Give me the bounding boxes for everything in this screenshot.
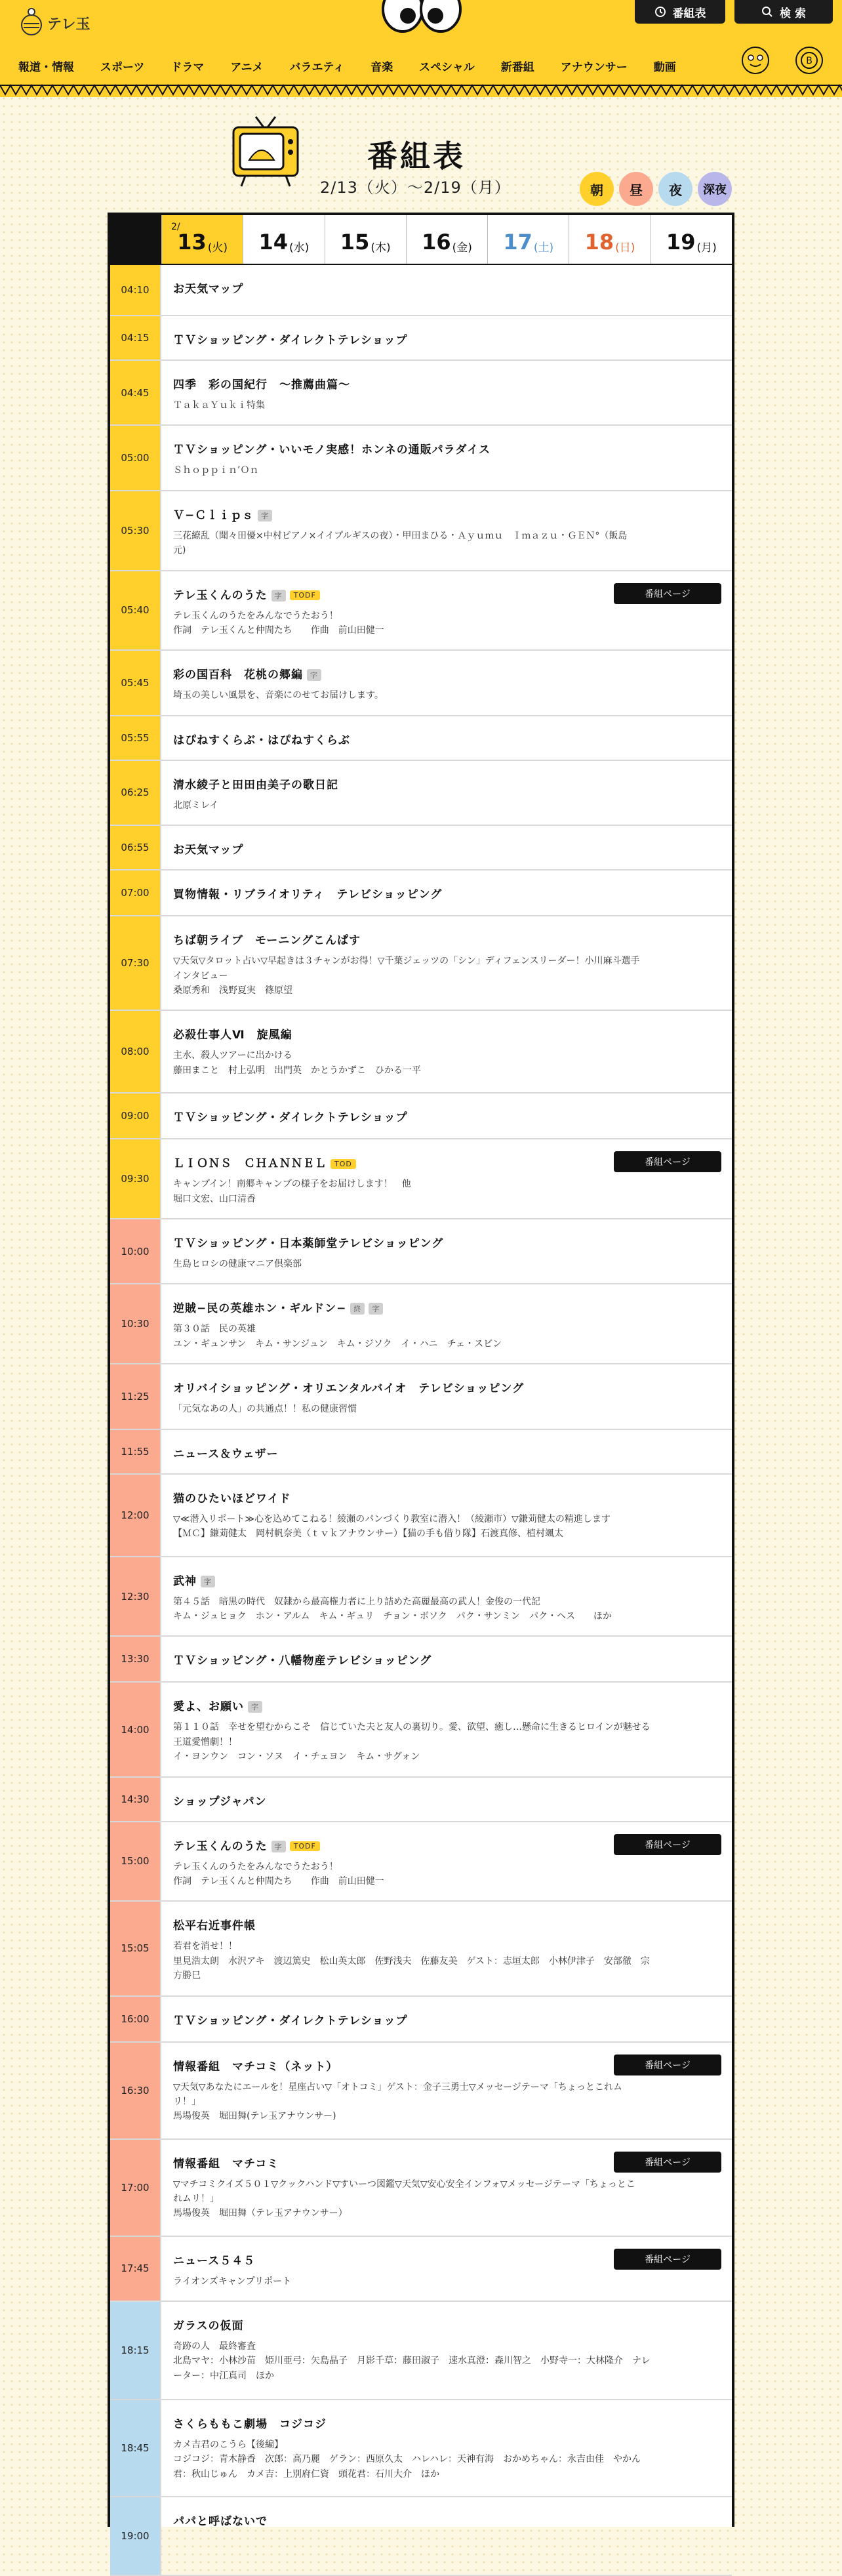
program-time: 14:30 (110, 1778, 161, 1821)
program-detail: 藤田まこと 村上弘明 出門英 かとうかずこ ひかる一平 (173, 1065, 421, 1076)
program-row[interactable] (110, 1902, 732, 1996)
program-title: お天気マップ (173, 844, 244, 857)
program-title-line (173, 506, 720, 522)
program-info (161, 1139, 732, 1218)
day-number: 15 (340, 230, 370, 255)
program-title: ショップジャパン (173, 1795, 267, 1809)
program-title: 四季 彩の国紀行 〜推薦曲篇〜 (173, 378, 350, 392)
program-info (161, 916, 732, 1010)
program-detail: コジコジ：青木静香 次郎：高乃麗 ゲラン：西原久太 ハレハレ：天神有海 おかめちゃん：永吉由佳 やかん (173, 2454, 641, 2465)
filter-late-night[interactable] (698, 172, 732, 206)
program-info (161, 265, 732, 315)
program-title-line (173, 1651, 720, 1667)
program-title: 買物情報・リブライオリティ テレビショッピング (173, 888, 443, 902)
program-detail: 作詞 テレ玉くんと仲間たち 作曲 前山田健一 (173, 1875, 384, 1887)
program-time: 11:55 (110, 1430, 161, 1473)
program-detail: 第３０話 民の英雄 (173, 1324, 256, 1335)
program-title-line (173, 2415, 720, 2431)
program-time: 04:45 (110, 361, 161, 424)
caption-badge: 終 (350, 1303, 365, 1315)
program-title-line (173, 1792, 720, 1809)
clock-icon (654, 6, 666, 18)
program-title-line (173, 1572, 720, 1588)
program-title: はぴねすくらぶ・はぴねすくらぶ (173, 733, 350, 747)
program-title-line (173, 2512, 720, 2528)
program-row[interactable] (110, 1778, 732, 1822)
program-detail: 奇跡の人 最終審査 (173, 2341, 256, 2352)
nav-special[interactable]: スペシャル (419, 60, 475, 74)
day-number: 18 (584, 230, 614, 255)
program-title-line (173, 1444, 720, 1461)
program-detail: キャンプイン！南郷キャンプの様子をお届けします！ 他 (173, 1179, 411, 1190)
schedule-button[interactable] (635, 0, 725, 24)
program-page-button[interactable]: 番組ページ (614, 2152, 721, 2173)
svg-text:B: B (806, 56, 812, 66)
day-number: 13 (177, 230, 207, 255)
program-info (161, 1683, 732, 1776)
teletama-kun-badge-2-icon[interactable] (793, 43, 825, 75)
program-title: ニュース＆ウェザー (173, 1447, 279, 1461)
program-info (161, 426, 732, 489)
program-title-line (173, 775, 720, 792)
day-of-week: (火) (207, 241, 228, 255)
day-of-week: (水) (289, 241, 310, 255)
program-time: 09:00 (110, 1094, 161, 1138)
program-row[interactable] (110, 761, 732, 826)
program-info (161, 651, 732, 714)
program-row[interactable] (110, 2140, 732, 2237)
program-row[interactable] (110, 651, 732, 716)
search-button[interactable] (734, 0, 833, 24)
program-detail: 主水、殺人ツアーに出かける (173, 1050, 292, 1061)
filter-night[interactable] (658, 172, 692, 206)
header-zigzag-edge (0, 85, 842, 100)
program-row[interactable] (110, 1011, 732, 1094)
tele-tama-logo-icon (18, 5, 45, 37)
program-title: 清水綾子と田田由美子の歌日記 (173, 778, 338, 792)
filter-night-label: 夜 (669, 182, 682, 198)
program-row[interactable] (110, 1475, 732, 1557)
nav-sports[interactable]: スポーツ (100, 60, 145, 74)
program-detail: ▽天気▽あなたにエールを！星座占い▽「オトコミ」ゲスト：金子三勇士▽メッセージテーマ「ちょっとこれム (173, 2081, 622, 2093)
page-title: 番組表 (367, 138, 466, 174)
search-button-label: 検 索 (780, 7, 806, 20)
program-time: 16:00 (110, 1997, 161, 2041)
program-info (161, 826, 732, 869)
program-detail: Ｓｈｏｐｐｉｎ’Ｏｎ (173, 465, 259, 476)
program-info (161, 1822, 732, 1901)
program-row[interactable] (110, 316, 732, 361)
program-detail: イ・ヨンウン コン・ソヌ イ・チェヨン キム・サグォン (173, 1751, 420, 1763)
program-time: 10:00 (110, 1219, 161, 1283)
day-of-week: (金) (452, 241, 472, 255)
program-row[interactable] (110, 870, 732, 916)
program-row[interactable] (110, 1094, 732, 1139)
program-detail: 「元気なあの人」の共通点！！私の健康習慣 (173, 1404, 357, 1415)
program-detail: 三花繚乱（聞々田優×中村ピアノ×イイプルギスの夜）・甲田まひる・Ａｙｕｍｕ Ｉｍａｚｕ・ＧＥＮ°（飯島 (173, 530, 628, 541)
nav-video[interactable]: 動画 (653, 60, 676, 74)
program-time: 12:30 (110, 1557, 161, 1636)
filter-late-night-label: 深夜 (703, 183, 727, 197)
program-detail: 北原ミレイ (173, 800, 219, 811)
program-page-button[interactable]: 番組ページ (614, 2055, 721, 2075)
program-title: 情報番組 マチコミ（ネット） (173, 2060, 338, 2074)
program-detail: ライオンズキャンプリポート (173, 2276, 292, 2287)
program-title-line (173, 1025, 720, 1042)
caption-badge: 字 (201, 1576, 215, 1587)
program-detail: 君：秋山じゅん カメ吉：上別府仁資 頭花君：石川大介 ほか (173, 2468, 439, 2480)
program-time: 05:00 (110, 426, 161, 489)
program-info (161, 1997, 732, 2041)
program-page-button[interactable]: 番組ページ (614, 2249, 721, 2270)
program-title-line (173, 731, 720, 747)
program-time: 13:30 (110, 1637, 161, 1681)
program-detail: 馬場俊英 堀田舞（テレ玉アナウンサー） (173, 2208, 348, 2219)
caption-badge: 字 (271, 590, 286, 602)
filter-daytime-label: 昼 (630, 182, 643, 198)
program-title-line (173, 1379, 720, 1395)
teletama-kun-badge-icon[interactable] (740, 43, 771, 75)
program-info (161, 1094, 732, 1138)
day-tab-15[interactable] (325, 215, 406, 264)
program-detail: ユン・ギュンサン キム・サンジュン キム・ジソク イ・ハニ チェ・スビン (173, 1338, 502, 1349)
program-title-line (173, 665, 720, 682)
day-tabs (110, 215, 732, 265)
schedule-button-label: 番組表 (672, 7, 706, 20)
program-title: ガラスの仮面 (173, 2319, 244, 2333)
program-row[interactable] (110, 1284, 732, 1364)
day-tabs-corner (110, 215, 161, 264)
nav-news[interactable]: 報道・情報 (18, 60, 74, 74)
program-info (161, 316, 732, 359)
program-title: オリバイショッピング・オリエンタルバイオ テレビショッピング (173, 1382, 525, 1396)
day-of-week: (木) (371, 241, 391, 255)
program-title: ＴＶショッピング・八幡物産テレビショッピング (173, 1654, 432, 1668)
program-info (161, 2043, 732, 2138)
tv-icon (230, 113, 302, 190)
program-detail: テレ玉くんのうたをみんなでうたおう！ (173, 1861, 338, 1872)
filter-morning[interactable] (580, 172, 614, 206)
caption-badge: 字 (307, 669, 321, 681)
program-title-line (173, 1916, 720, 1932)
day-number: 17 (503, 230, 532, 255)
program-detail: れムリ！」 (173, 2193, 219, 2204)
program-detail: 第４５話 暗黒の時代 奴隷から最高権力者に上り詰めた高麗最高の武人！金俊の一代記 (173, 1596, 540, 1607)
program-info (161, 1284, 732, 1363)
program-title: Ｖ−Ｃｌｉｐｓ (173, 508, 254, 522)
program-row[interactable] (110, 1557, 732, 1637)
mascot-eyes-icon (372, 0, 471, 37)
program-row[interactable] (110, 826, 732, 870)
program-row[interactable] (110, 2497, 732, 2576)
program-info (161, 571, 732, 650)
program-title: 松平右近事件帳 (173, 1919, 256, 1933)
program-detail: 馬場俊英 堀田舞(テレ玉アナウンサー) (173, 2111, 336, 2122)
program-info (161, 1219, 732, 1283)
program-row[interactable] (110, 426, 732, 491)
program-row[interactable] (110, 916, 732, 1011)
program-time: 05:55 (110, 716, 161, 760)
tod-badge: TODF (290, 590, 320, 600)
program-info (161, 361, 732, 424)
program-time: 04:10 (110, 265, 161, 315)
program-detail: テレ玉くんのうたをみんなでうたおう！ (173, 610, 338, 621)
schedule-table (108, 213, 734, 2542)
program-page-button[interactable]: 番組ページ (614, 583, 721, 604)
program-page-button[interactable]: 番組ページ (614, 1151, 721, 1172)
program-detail: 方勝巳 (173, 1971, 201, 1982)
program-time: 18:15 (110, 2302, 161, 2399)
program-time: 05:40 (110, 571, 161, 650)
program-info (161, 2237, 732, 2300)
program-info (161, 870, 732, 915)
day-number: 16 (422, 230, 451, 255)
date-range: 2/13（火）〜2/19（月） (320, 178, 511, 197)
program-title-line (173, 1489, 720, 1505)
caption-badge: 字 (258, 510, 272, 521)
program-row[interactable] (110, 265, 732, 316)
program-detail: 作詞 テレ玉くんと仲間たち 作曲 前山田健一 (173, 624, 384, 636)
day-tab-17[interactable] (487, 215, 569, 264)
program-detail: ▽≪潜入リポート≫心を込めてこねる！綾瀬のパンづくり教室に潜入！（綾瀬市）▽鎌苅健太の精進します (173, 1513, 611, 1524)
filter-morning-label: 朝 (590, 182, 603, 198)
program-row[interactable] (110, 571, 732, 651)
site-header (0, 0, 842, 97)
program-title: お天気マップ (173, 283, 244, 296)
program-title: パパと呼ばないで (173, 2514, 268, 2528)
program-info (161, 716, 732, 760)
program-detail: 北島マヤ：小林沙苗 姫川亜弓：矢島晶子 月影千草：藤田淑子 速水真澄：森川智之 小野寺一：大林隆介 ナレ (173, 2356, 651, 2367)
program-time: 06:25 (110, 761, 161, 825)
program-title: テレ玉くんのうた (173, 1839, 268, 1853)
program-detail: ▽天気▽タロット占い▽早起きは３チャンがお得！▽千葉ジェッツの「シン」ディフェンスリーダー！小川麻斗選手 (173, 956, 640, 967)
program-detail: リ！」 (173, 2096, 201, 2107)
program-title: ＴＶショッピング・ダイレクトテレショップ (173, 2014, 408, 2028)
day-number: 14 (258, 230, 289, 255)
tod-badge: TOD (331, 1159, 356, 1169)
day-month: 2/ (171, 222, 180, 232)
program-time: 10:30 (110, 1284, 161, 1363)
main-nav (18, 56, 702, 75)
nav-announcer[interactable]: アナウンサー (560, 60, 628, 74)
program-title: 猫のひたいほどワイド (173, 1492, 291, 1505)
program-title-line (173, 931, 720, 947)
site-logo[interactable] (18, 5, 97, 38)
program-time: 19:00 (110, 2497, 161, 2575)
program-title: ＴＶショッピング・日本薬師堂テレビショッピング (173, 1237, 444, 1251)
program-info (161, 1364, 732, 1428)
program-row[interactable] (110, 1219, 732, 1284)
program-row[interactable] (110, 1637, 732, 1683)
program-title-line (173, 279, 720, 296)
program-title-line (173, 375, 720, 392)
program-time: 04:15 (110, 316, 161, 359)
program-title: ニュース５４５ (173, 2254, 256, 2268)
program-detail: 第１１０話 幸せを望むからこそ 信じていた夫と友人の裏切り。愛、欲望、癒し…懸命に生きるヒロインが魅せる (173, 1722, 651, 1733)
program-detail: 若君を消せ！！ (173, 1941, 237, 1952)
program-detail: 元) (173, 545, 186, 556)
program-title: 彩の国百科 花桃の郷編 (173, 668, 303, 682)
program-time: 16:30 (110, 2043, 161, 2138)
program-info (161, 1902, 732, 1995)
search-icon (761, 6, 773, 18)
filter-daytime[interactable] (619, 172, 653, 206)
program-row[interactable] (110, 2237, 732, 2302)
day-tab-19[interactable] (651, 215, 732, 264)
program-info (161, 1637, 732, 1681)
program-detail: インタビュー (173, 970, 228, 981)
program-row[interactable] (110, 1997, 732, 2043)
program-title-line (173, 2011, 720, 2028)
logo-text: テレ玉 (47, 16, 90, 33)
program-time: 06:55 (110, 826, 161, 869)
program-info (161, 1778, 732, 1821)
program-info (161, 2140, 732, 2236)
program-info (161, 2497, 732, 2575)
program-time: 07:30 (110, 916, 161, 1010)
program-detail: カメ吉君のこうら【後編】 (173, 2439, 283, 2450)
program-time: 09:30 (110, 1139, 161, 1218)
program-time: 15:00 (110, 1822, 161, 1901)
program-time: 14:00 (110, 1683, 161, 1776)
day-number: 19 (666, 230, 696, 255)
program-detail: 王道愛憎劇！！ (173, 1736, 237, 1748)
program-row[interactable] (110, 1364, 732, 1429)
program-time: 15:05 (110, 1902, 161, 1995)
program-row[interactable] (110, 491, 732, 571)
program-time: 05:45 (110, 651, 161, 714)
program-detail: 桑原秀和 浅野夏実 篠原望 (173, 985, 292, 996)
caption-badge: 字 (248, 1701, 262, 1713)
day-of-week: (日) (615, 241, 635, 255)
program-info (161, 1430, 732, 1473)
nav-new-programs[interactable]: 新番組 (500, 60, 534, 74)
program-info (161, 2400, 732, 2496)
program-time: 17:00 (110, 2140, 161, 2236)
program-row[interactable] (110, 1822, 732, 1902)
program-title-line (173, 1108, 720, 1124)
program-detail: 【ＭＣ】鎌苅健太 岡村帆奈美（ｔｖｋアナウンサー）【猫の手も借り隊】石渡真修、植村颯太 (173, 1528, 563, 1540)
program-row[interactable] (110, 2400, 732, 2497)
program-detail: 生島ヒロシの健康マニア倶楽部 (173, 1259, 302, 1270)
nav-drama[interactable]: ドラマ (170, 60, 205, 74)
program-detail: 埼玉の美しい風景を、音楽にのせてお届けします。 (173, 690, 384, 701)
program-info (161, 1557, 732, 1636)
program-title: ＴＶショッピング・いいモノ実感！ホンネの通販パラダイス (173, 443, 491, 457)
program-info (161, 761, 732, 825)
program-title-line (173, 1299, 720, 1315)
nav-music[interactable]: 音楽 (371, 60, 393, 74)
program-detail: ▽マチコミクイズ５０１▽クックハンド▽すいーつ図鑑▽天気▽安心安全インフォ▽メッセージテーマ「ちょっとこ (173, 2178, 635, 2190)
program-title: ＴＶショッピング・ダイレクトテレショップ (173, 1111, 408, 1125)
day-of-week: (月) (696, 241, 717, 255)
program-time: 18:45 (110, 2400, 161, 2496)
program-title-line (173, 885, 720, 901)
program-title-line (173, 2316, 720, 2333)
program-title-line (173, 440, 720, 457)
program-title: 武神 (173, 1574, 197, 1588)
nav-variety[interactable]: バラエティ (289, 60, 345, 74)
caption-badge: 字 (271, 1841, 286, 1852)
program-row[interactable] (110, 1430, 732, 1475)
program-row[interactable] (110, 716, 732, 761)
program-row[interactable] (110, 1139, 732, 1219)
program-time: 08:00 (110, 1011, 161, 1092)
program-list (110, 265, 732, 2576)
program-row[interactable] (110, 2302, 732, 2400)
program-title: 逆賊−民の英雄ホン・ギルドン− (173, 1302, 347, 1316)
program-detail: キム・ジュヒョク ホン・アルム キム・ギュリ チョン・ボソク パク・サンミン パク・ヘス ほか (173, 1611, 612, 1622)
day-tab-14[interactable] (243, 215, 324, 264)
program-time: 05:30 (110, 491, 161, 570)
program-info (161, 1011, 732, 1092)
program-title: ＴＶショッピング・ダイレクトテレショップ (173, 334, 408, 347)
program-title-line (173, 840, 720, 857)
program-title: ちば朝ライブ モーニングこんぱす (173, 934, 361, 948)
caption-badge: 字 (369, 1303, 383, 1315)
program-detail: ーター：中江真司 ほか (173, 2370, 274, 2381)
program-row[interactable] (110, 361, 732, 426)
program-row[interactable] (110, 2043, 732, 2140)
program-title-line (173, 331, 720, 347)
program-title: 愛よ、お願い (173, 1700, 244, 1714)
program-title: 必殺仕事人Ⅵ 旋風編 (173, 1029, 292, 1042)
tod-badge: TODF (290, 1841, 320, 1851)
program-title: 情報番組 マチコミ (173, 2157, 279, 2171)
program-title: さくらももこ劇場 コジコジ (173, 2417, 327, 2431)
program-info (161, 1475, 732, 1556)
program-title: テレ玉くんのうた (173, 588, 268, 602)
day-tab-13[interactable] (161, 215, 243, 264)
program-detail: 堀口文宏、山口清香 (173, 1193, 256, 1204)
day-tab-16[interactable] (406, 215, 487, 264)
program-row[interactable] (110, 1683, 732, 1777)
program-time: 17:45 (110, 2237, 161, 2300)
program-page-button[interactable]: 番組ページ (614, 1834, 721, 1855)
program-title-line (173, 1697, 720, 1713)
program-title-line (173, 1234, 720, 1250)
program-info (161, 491, 732, 570)
program-time: 07:00 (110, 870, 161, 915)
nav-anime[interactable]: アニメ (230, 60, 264, 74)
day-of-week: (土) (533, 241, 554, 255)
program-time: 12:00 (110, 1475, 161, 1556)
program-title: ＬＩＯＮＳ ＣＨＡＮＮＥＬ (173, 1157, 327, 1171)
day-tab-18[interactable] (569, 215, 650, 264)
program-detail: ＴａｋａＹｕｋｉ特集 (173, 400, 265, 411)
program-info (161, 2302, 732, 2399)
program-time: 11:25 (110, 1364, 161, 1428)
program-detail: 里見浩太朗 水沢アキ 渡辺篤史 松山英太郎 佐野浅夫 佐藤友美 ゲスト：志垣太郎 小林伊津子 安部徹 宗 (173, 1955, 650, 1967)
